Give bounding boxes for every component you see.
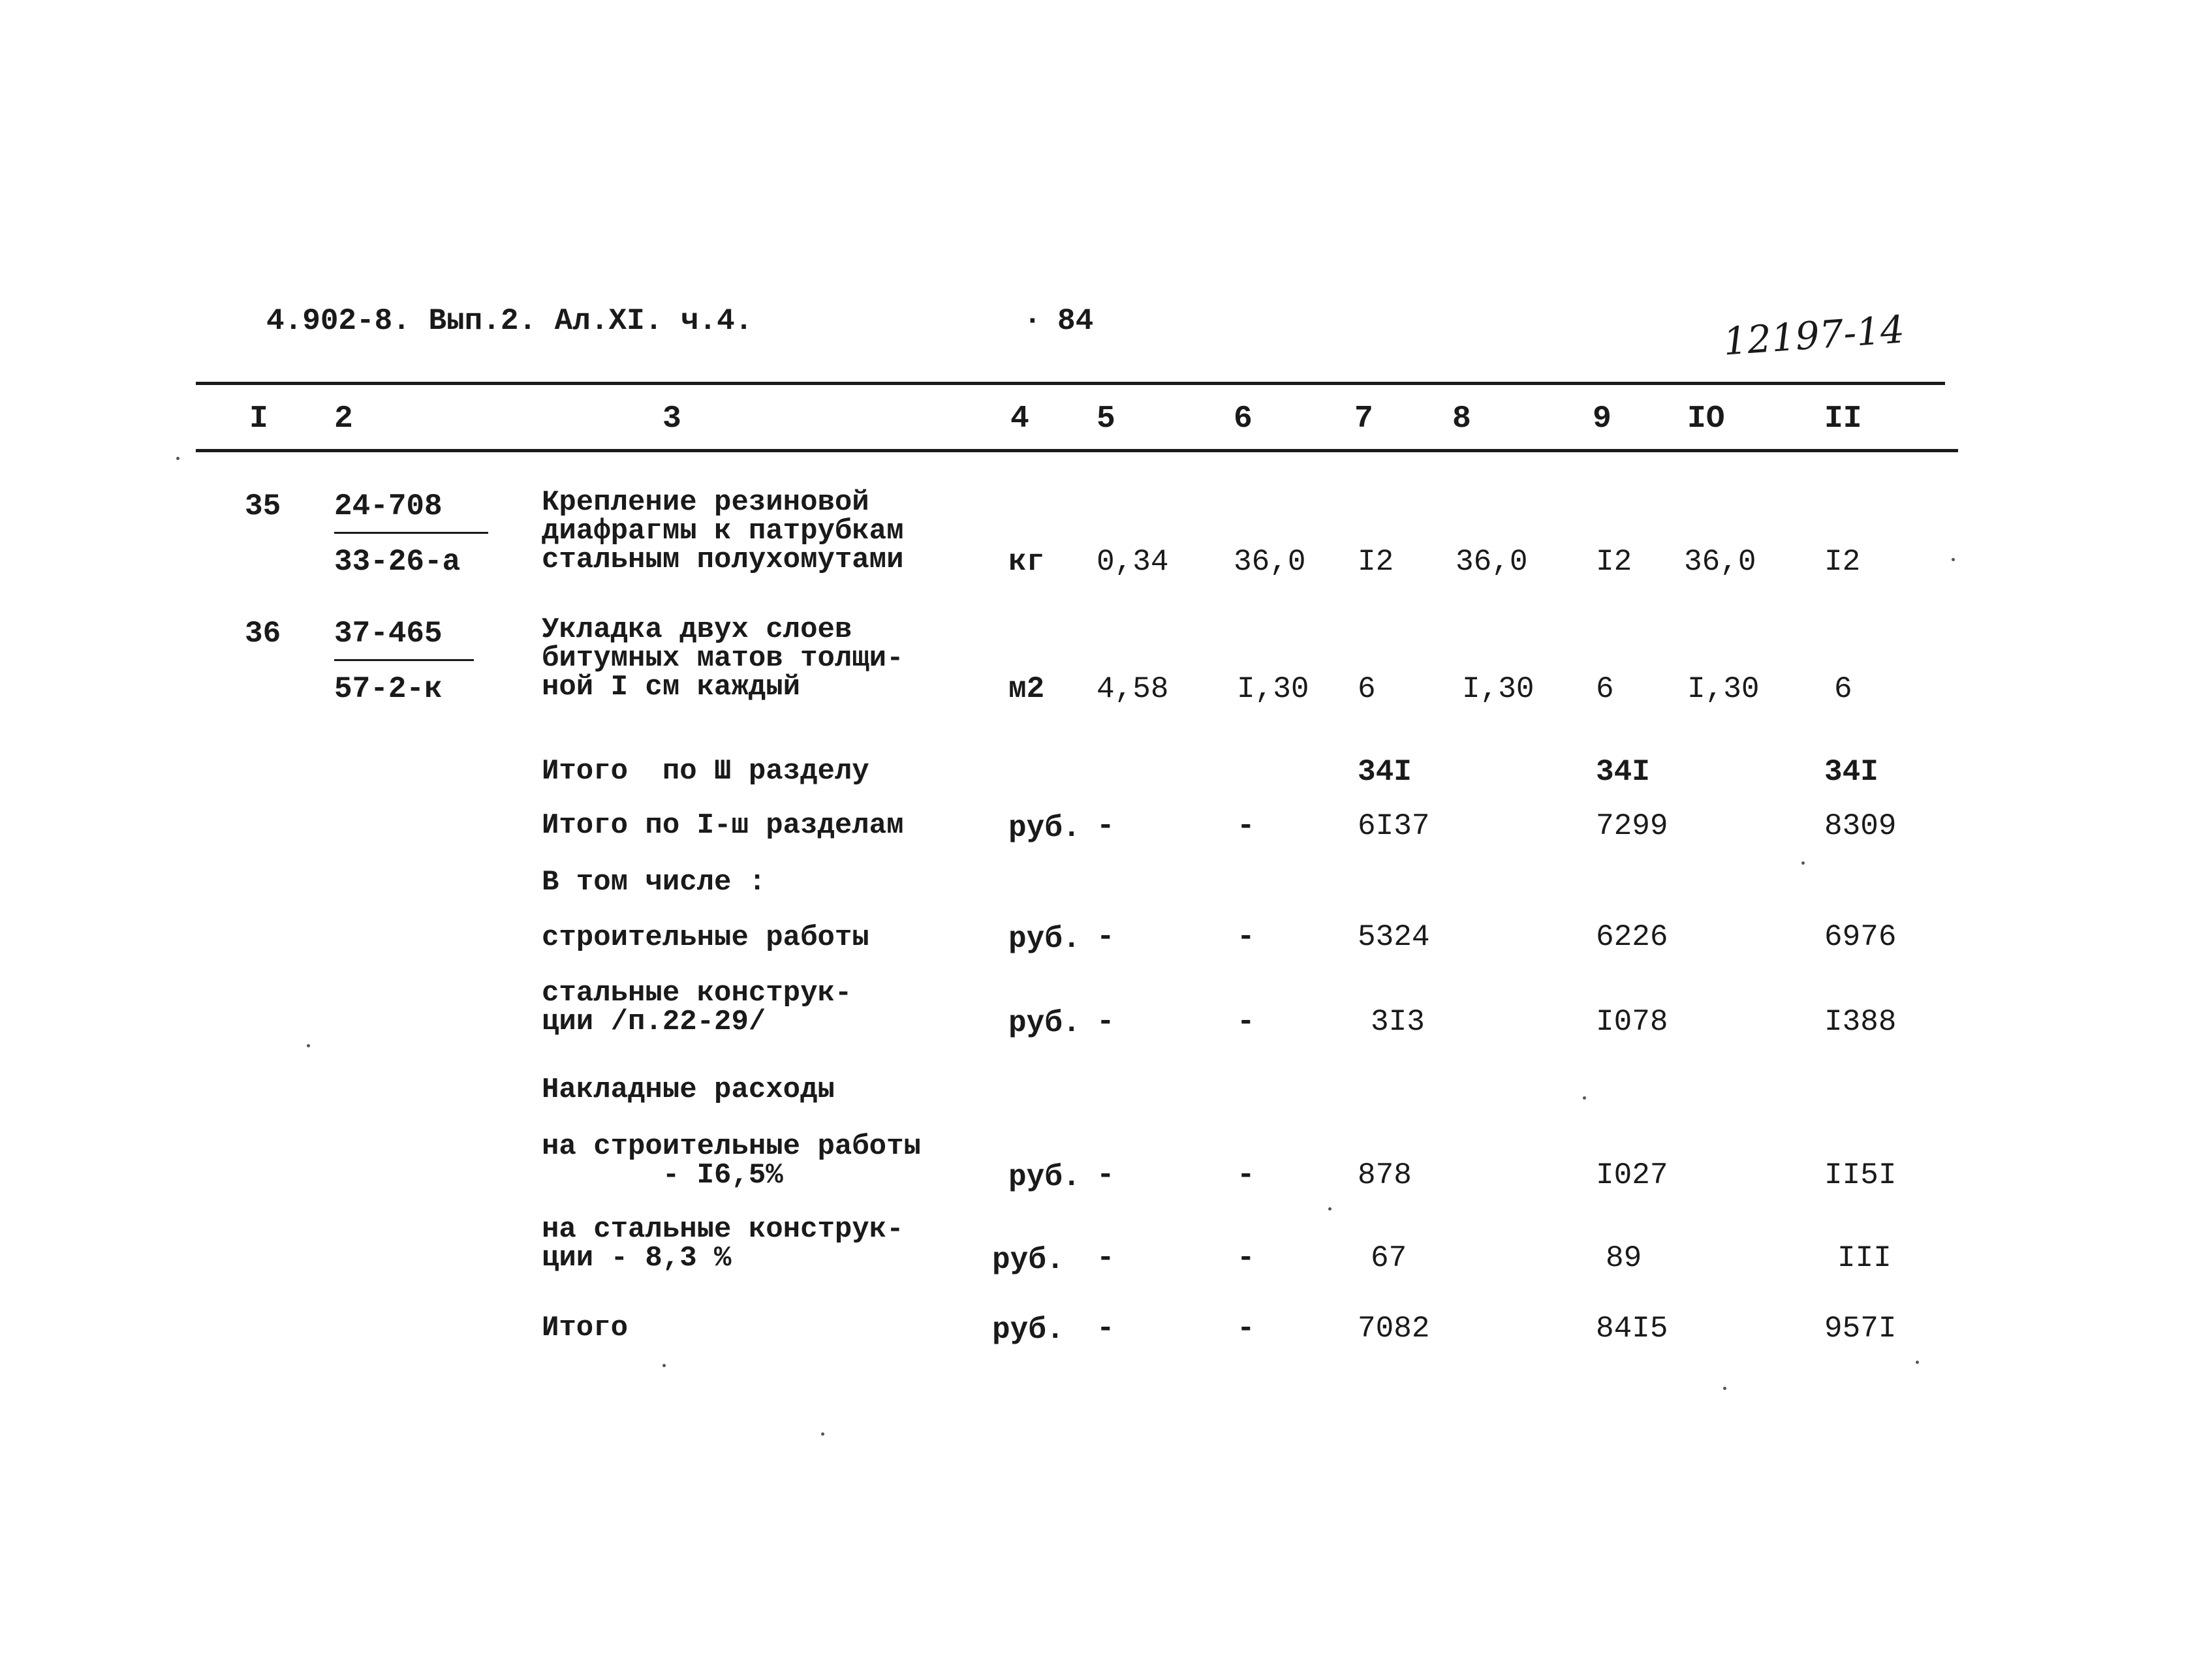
archive-number-handwritten: 12197-14 (1721, 307, 1906, 364)
col6-value: - (1237, 1005, 1255, 1039)
unit: руб. (992, 1243, 1065, 1277)
work-description: Укладка двух слоев битумных матов толщи- ной I см каждый (542, 613, 904, 703)
rate-code-top: 24-708 (334, 489, 443, 523)
unit: руб. (1008, 1006, 1081, 1040)
col7-value: 6I37 (1358, 809, 1430, 843)
col11-value: I2 (1824, 545, 1861, 579)
col9-value: 7299 (1596, 809, 1668, 843)
col11-value: 6 (1834, 672, 1852, 706)
col11-value: 34I (1824, 755, 1878, 789)
col-header-5: 5 (1097, 401, 1115, 437)
scan-speck (1583, 1096, 1586, 1100)
scan-speck (176, 457, 179, 460)
col-header-6: 6 (1234, 401, 1253, 437)
summary-label: Итого по I-ш разделам (542, 809, 904, 842)
unit: руб. (1008, 811, 1081, 845)
summary-label: Итого по Ш разделу (542, 755, 869, 788)
summary-label: В том числе : (542, 866, 766, 899)
col11-value: 957I (1824, 1312, 1897, 1346)
row-number: 36 (245, 617, 281, 651)
col5-value: - (1097, 1241, 1115, 1275)
col7-value: 6 (1358, 672, 1376, 706)
unit: руб. (992, 1313, 1065, 1347)
col-header-1: I (249, 401, 268, 437)
col11-value: I388 (1824, 1005, 1897, 1039)
col-header-9: 9 (1593, 401, 1612, 437)
summary-label: на стальные конструк- ции - 8,3 % (542, 1213, 904, 1274)
col-header-3: 3 (662, 401, 681, 437)
scan-speck (1723, 1387, 1726, 1390)
col6-value: I,30 (1237, 672, 1309, 706)
summary-label: строительные работы (542, 921, 869, 954)
col-header-4: 4 (1010, 401, 1029, 437)
scan-speck (307, 1044, 310, 1047)
col-header-8: 8 (1452, 401, 1471, 437)
col-header-10: IO (1687, 401, 1725, 437)
col7-value: 878 (1358, 1158, 1412, 1192)
row-number: 35 (245, 489, 281, 523)
page-dash-mark: · (1023, 304, 1042, 338)
table-header-rule (196, 449, 1958, 452)
col-header-2: 2 (334, 401, 353, 437)
unit: м2 (1008, 672, 1045, 706)
scan-speck (821, 1432, 824, 1436)
col-header-7: 7 (1354, 401, 1373, 437)
col7-value: 3I3 (1371, 1005, 1425, 1039)
col5-value: - (1097, 1312, 1115, 1346)
col11-value: 8309 (1824, 809, 1897, 843)
col8-value: I,30 (1462, 672, 1534, 706)
col11-value: III (1837, 1241, 1892, 1275)
scan-speck (662, 1364, 666, 1367)
summary-label: Накладные расходы (542, 1073, 835, 1106)
col6-value: 36,0 (1234, 545, 1306, 579)
code-fraction-bar (334, 532, 488, 534)
col6-value: - (1237, 920, 1255, 954)
col7-value: 5324 (1358, 920, 1430, 954)
summary-label: Итого (542, 1312, 629, 1344)
col6-value: - (1237, 809, 1255, 843)
code-fraction-bar (334, 659, 474, 661)
col6-value: - (1237, 1241, 1255, 1275)
col10-value: I,30 (1687, 672, 1760, 706)
col5-value: - (1097, 809, 1115, 843)
col7-value: 7082 (1358, 1312, 1430, 1346)
scan-speck (1801, 861, 1805, 865)
scan-speck (1952, 558, 1955, 561)
summary-label: на строительные работы - I6,5% (542, 1130, 921, 1192)
col9-value: I2 (1596, 545, 1632, 579)
col5-value: - (1097, 920, 1115, 954)
document-reference: 4.902-8. Вып.2. Ал.XI. ч.4. (266, 304, 753, 338)
unit: кг (1008, 545, 1045, 579)
col5-value: 0,34 (1097, 545, 1169, 579)
summary-label: стальные конструк- ции /п.22-29/ (542, 977, 852, 1038)
rate-code-bottom: 33-26-а (334, 545, 461, 579)
work-description: Крепление резиновой диафрагмы к патрубкам стальным полухомутами (542, 486, 904, 576)
page-number: 84 (1057, 304, 1094, 338)
rate-code-bottom: 57-2-к (334, 672, 443, 706)
col6-value: - (1237, 1158, 1255, 1192)
col5-value: 4,58 (1097, 672, 1169, 706)
col9-value: I078 (1596, 1005, 1668, 1039)
col9-value: 6 (1596, 672, 1614, 706)
col9-value: I027 (1596, 1158, 1668, 1192)
unit: руб. (1008, 1160, 1081, 1194)
col6-value: - (1237, 1312, 1255, 1346)
col-header-11: II (1824, 401, 1862, 437)
col7-value: I2 (1358, 545, 1394, 579)
col7-value: 34I (1358, 755, 1412, 789)
scan-speck (1328, 1207, 1332, 1211)
unit: руб. (1008, 922, 1081, 956)
col9-value: 34I (1596, 755, 1650, 789)
col9-value: 6226 (1596, 920, 1668, 954)
col9-value: 84I5 (1596, 1312, 1668, 1346)
col9-value: 89 (1606, 1241, 1642, 1275)
col11-value: II5I (1824, 1158, 1897, 1192)
col5-value: - (1097, 1158, 1115, 1192)
col5-value: - (1097, 1005, 1115, 1039)
col7-value: 67 (1371, 1241, 1407, 1275)
col11-value: 6976 (1824, 920, 1897, 954)
col10-value: 36,0 (1684, 545, 1756, 579)
col8-value: 36,0 (1456, 545, 1528, 579)
table-top-rule (196, 382, 1945, 385)
rate-code-top: 37-465 (334, 617, 443, 651)
scan-speck (1916, 1361, 1919, 1364)
